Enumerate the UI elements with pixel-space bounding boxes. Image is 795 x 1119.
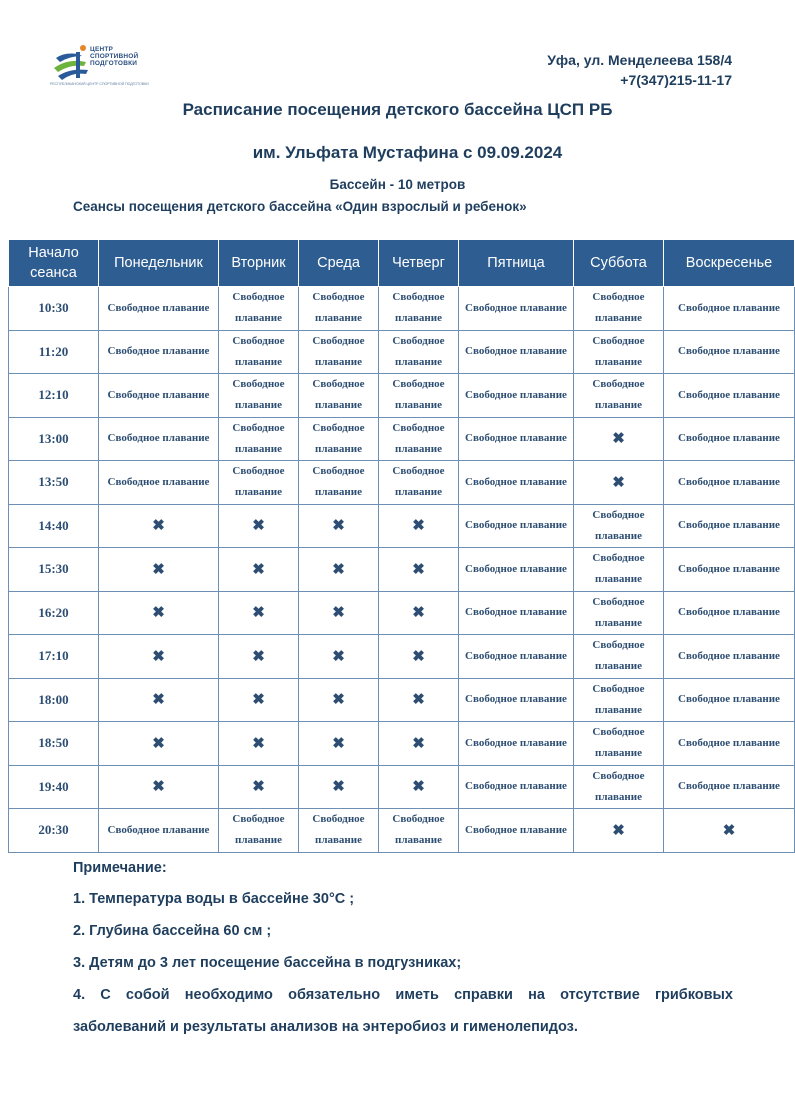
free-swim-cell: Свободное плавание <box>219 417 299 461</box>
free-swim-cell: Свободное плавание <box>459 548 574 592</box>
note-item: 3. Детям до 3 лет посещение бассейна в подгузниках; <box>73 955 462 971</box>
free-swim-cell: Свободное плавание <box>299 287 379 331</box>
table-row <box>9 374 795 418</box>
free-swim-cell: Свободное плавание <box>459 330 574 374</box>
unavailable-icon: ✖ <box>99 722 219 766</box>
unavailable-icon: ✖ <box>379 635 459 679</box>
table-header-row <box>9 240 795 287</box>
unavailable-icon: ✖ <box>379 591 459 635</box>
unavailable-icon: ✖ <box>299 548 379 592</box>
logo-line2: СПОРТИВНОЙ <box>90 53 139 60</box>
free-swim-cell: Свободное плавание <box>664 765 795 809</box>
free-swim-cell: Свободное плавание <box>99 287 219 331</box>
session-time: 16:20 <box>9 591 99 635</box>
unavailable-icon: ✖ <box>379 504 459 548</box>
header-tue: Вторник <box>219 240 299 287</box>
free-swim-cell: Свободное плавание <box>574 374 664 418</box>
unavailable-icon: ✖ <box>299 765 379 809</box>
free-swim-cell: Свободное плавание <box>379 330 459 374</box>
unavailable-icon: ✖ <box>299 678 379 722</box>
unavailable-icon: ✖ <box>299 504 379 548</box>
unavailable-icon: ✖ <box>574 417 664 461</box>
unavailable-icon: ✖ <box>379 765 459 809</box>
header-wed: Среда <box>299 240 379 287</box>
free-swim-cell: Свободное плавание <box>219 461 299 505</box>
header-thu: Четверг <box>379 240 459 287</box>
address-block <box>547 50 732 90</box>
free-swim-cell: Свободное плавание <box>459 287 574 331</box>
table-row <box>9 722 795 766</box>
free-swim-cell: Свободное плавание <box>664 635 795 679</box>
free-swim-cell: Свободное плавание <box>574 548 664 592</box>
unavailable-icon: ✖ <box>379 548 459 592</box>
session-time: 12:10 <box>9 374 99 418</box>
unavailable-icon: ✖ <box>99 591 219 635</box>
free-swim-cell: Свободное плавание <box>459 461 574 505</box>
session-time: 13:50 <box>9 461 99 505</box>
unavailable-icon: ✖ <box>219 635 299 679</box>
free-swim-cell: Свободное плавание <box>664 287 795 331</box>
unavailable-icon: ✖ <box>99 678 219 722</box>
free-swim-cell: Свободное плавание <box>664 461 795 505</box>
table-row <box>9 548 795 592</box>
note-item: 4. С собой необходимо обязательно иметь справки на отсутствие грибковых <box>73 987 733 1003</box>
free-swim-cell: Свободное плавание <box>574 287 664 331</box>
free-swim-cell: Свободное плавание <box>664 722 795 766</box>
schedule-table <box>8 239 795 853</box>
free-swim-cell: Свободное плавание <box>219 374 299 418</box>
table-row <box>9 330 795 374</box>
unavailable-icon: ✖ <box>219 678 299 722</box>
unavailable-icon: ✖ <box>219 548 299 592</box>
free-swim-cell: Свободное плавание <box>299 809 379 853</box>
free-swim-cell: Свободное плавание <box>664 504 795 548</box>
free-swim-cell: Свободное плавание <box>99 374 219 418</box>
unavailable-icon: ✖ <box>99 635 219 679</box>
header-fri: Пятница <box>459 240 574 287</box>
free-swim-cell: Свободное плавание <box>664 417 795 461</box>
table-row <box>9 809 795 853</box>
unavailable-icon: ✖ <box>99 504 219 548</box>
schedule-body <box>9 287 795 853</box>
address-phone: +7(347)215-11-17 <box>620 72 732 88</box>
free-swim-cell: Свободное плавание <box>664 374 795 418</box>
free-swim-cell: Свободное плавание <box>299 461 379 505</box>
unavailable-icon: ✖ <box>574 461 664 505</box>
table-row <box>9 504 795 548</box>
session-time: 17:10 <box>9 635 99 679</box>
logo-subtext: РЕСПУБЛИКАНСКИЙ ЦЕНТР СПОРТИВНОЙ ПОДГОТОВКИ <box>50 82 149 86</box>
address-street: Уфа, ул. Менделеева 158/4 <box>547 52 732 68</box>
free-swim-cell: Свободное плавание <box>379 809 459 853</box>
table-row <box>9 765 795 809</box>
session-time: 11:20 <box>9 330 99 374</box>
free-swim-cell: Свободное плавание <box>299 417 379 461</box>
sessions-subtitle: Сеансы посещения детского бассейна «Один взрослый и ребенок» <box>73 199 527 214</box>
unavailable-icon: ✖ <box>299 591 379 635</box>
page-title-line1: Расписание посещения детского бассейна ЦСП РБ <box>182 100 613 119</box>
free-swim-cell: Свободное плавание <box>574 635 664 679</box>
unavailable-icon: ✖ <box>219 504 299 548</box>
free-swim-cell: Свободное плавание <box>459 809 574 853</box>
free-swim-cell: Свободное плавание <box>219 330 299 374</box>
session-time: 18:50 <box>9 722 99 766</box>
unavailable-icon: ✖ <box>379 722 459 766</box>
free-swim-cell: Свободное плавание <box>574 591 664 635</box>
session-time: 18:00 <box>9 678 99 722</box>
header-sat: Суббота <box>574 240 664 287</box>
free-swim-cell: Свободное плавание <box>219 809 299 853</box>
free-swim-cell: Свободное плавание <box>299 374 379 418</box>
table-row <box>9 287 795 331</box>
free-swim-cell: Свободное плавание <box>664 330 795 374</box>
unavailable-icon: ✖ <box>219 765 299 809</box>
free-swim-cell: Свободное плавание <box>574 330 664 374</box>
free-swim-cell: Свободное плавание <box>459 722 574 766</box>
free-swim-cell: Свободное плавание <box>299 330 379 374</box>
unavailable-icon: ✖ <box>219 591 299 635</box>
table-row <box>9 678 795 722</box>
pool-subtitle: Бассейн - 10 метров <box>329 177 466 192</box>
header-sun: Воскресенье <box>664 240 795 287</box>
session-time: 19:40 <box>9 765 99 809</box>
session-time: 20:30 <box>9 809 99 853</box>
unavailable-icon: ✖ <box>99 548 219 592</box>
free-swim-cell: Свободное плавание <box>459 678 574 722</box>
free-swim-cell: Свободное плавание <box>99 417 219 461</box>
free-swim-cell: Свободное плавание <box>459 417 574 461</box>
free-swim-cell: Свободное плавание <box>459 504 574 548</box>
unavailable-icon: ✖ <box>574 809 664 853</box>
free-swim-cell: Свободное плавание <box>379 417 459 461</box>
table-row <box>9 635 795 679</box>
free-swim-cell: Свободное плавание <box>664 678 795 722</box>
free-swim-cell: Свободное плавание <box>664 591 795 635</box>
note-item: заболеваний и результаты анализов на энтеробиоз и гименолепидоз. <box>73 1019 578 1035</box>
table-row <box>9 461 795 505</box>
free-swim-cell: Свободное плавание <box>574 765 664 809</box>
logo-text <box>90 46 138 67</box>
page-title-line2: им. Ульфата Мустафина с 09.09.2024 <box>252 143 563 162</box>
free-swim-cell: Свободное плавание <box>574 722 664 766</box>
unavailable-icon: ✖ <box>299 635 379 679</box>
free-swim-cell: Свободное плавание <box>379 287 459 331</box>
header-start: Начало сеанса <box>9 240 99 287</box>
logo-line3: ПОДГОТОВКИ <box>90 60 138 67</box>
unavailable-icon: ✖ <box>299 722 379 766</box>
free-swim-cell: Свободное плавание <box>664 548 795 592</box>
header-mon: Понедельник <box>99 240 219 287</box>
free-swim-cell: Свободное плавание <box>99 809 219 853</box>
notes-heading: Примечание: <box>73 860 167 876</box>
unavailable-icon: ✖ <box>219 722 299 766</box>
session-time: 14:40 <box>9 504 99 548</box>
free-swim-cell: Свободное плавание <box>379 461 459 505</box>
free-swim-cell: Свободное плавание <box>574 504 664 548</box>
notes-section <box>73 860 733 1051</box>
logo-line1: ЦЕНТР <box>90 46 114 53</box>
session-time: 13:00 <box>9 417 99 461</box>
free-swim-cell: Свободное плавание <box>459 635 574 679</box>
unavailable-icon: ✖ <box>99 765 219 809</box>
free-swim-cell: Свободное плавание <box>99 330 219 374</box>
note-item: 1. Температура воды в бассейне 30°С ; <box>73 891 355 907</box>
free-swim-cell: Свободное плавание <box>219 287 299 331</box>
logo <box>50 44 160 92</box>
free-swim-cell: Свободное плавание <box>99 461 219 505</box>
table-row <box>9 591 795 635</box>
free-swim-cell: Свободное плавание <box>574 678 664 722</box>
session-time: 15:30 <box>9 548 99 592</box>
free-swim-cell: Свободное плавание <box>459 374 574 418</box>
table-row <box>9 417 795 461</box>
note-item: 2. Глубина бассейна 60 см ; <box>73 923 272 939</box>
free-swim-cell: Свободное плавание <box>459 591 574 635</box>
unavailable-icon: ✖ <box>379 678 459 722</box>
unavailable-icon: ✖ <box>664 809 795 853</box>
session-time: 10:30 <box>9 287 99 331</box>
free-swim-cell: Свободное плавание <box>379 374 459 418</box>
free-swim-cell: Свободное плавание <box>459 765 574 809</box>
logo-icon <box>50 44 92 84</box>
